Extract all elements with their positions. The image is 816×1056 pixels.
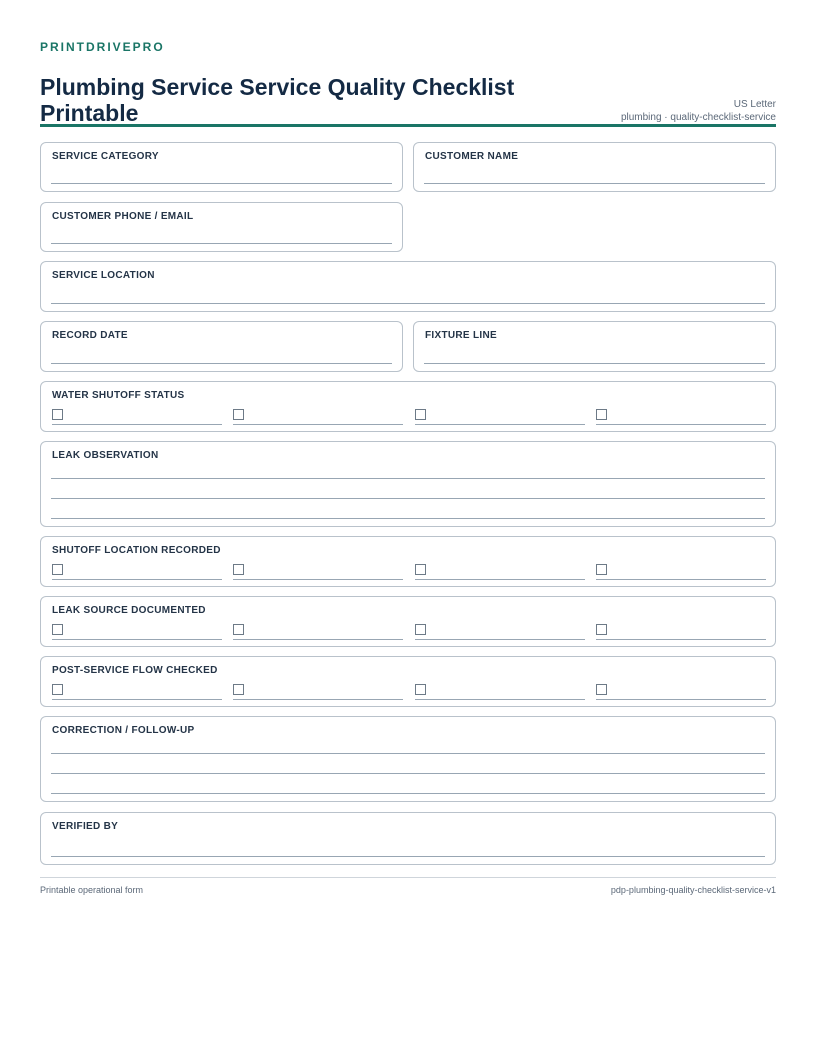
brand-name: PRINTDRIVEPRO <box>40 40 165 54</box>
checkbox[interactable] <box>415 624 426 635</box>
checkbox[interactable] <box>52 684 63 695</box>
correction-line-2[interactable] <box>51 773 765 774</box>
customer-contact-field <box>40 202 403 252</box>
checkbox[interactable] <box>596 409 607 420</box>
checkbox-option <box>596 684 766 700</box>
checkbox[interactable] <box>233 684 244 695</box>
shutoff-location-recorded-field <box>40 536 776 587</box>
record-date-field <box>40 321 403 372</box>
checkbox-option <box>233 684 403 700</box>
checkbox[interactable] <box>415 564 426 575</box>
checkbox[interactable] <box>596 624 607 635</box>
checkbox[interactable] <box>233 564 244 575</box>
field-label: CUSTOMER NAME <box>425 151 519 162</box>
field-label: LEAK OBSERVATION <box>52 450 159 461</box>
checkbox[interactable] <box>233 624 244 635</box>
checkbox[interactable] <box>596 564 607 575</box>
correction-follow-up-field <box>40 716 776 802</box>
category-path: plumbing · quality-checklist-service <box>620 112 776 123</box>
fixture-line-field <box>413 321 776 372</box>
footer-left-text: Printable operational form <box>40 885 144 895</box>
checkbox[interactable] <box>415 409 426 420</box>
service-category-field <box>40 142 403 192</box>
leak-observation-line-3[interactable] <box>51 518 765 519</box>
checkbox-option <box>233 624 403 640</box>
field-label: CUSTOMER PHONE / EMAIL <box>52 211 194 222</box>
field-label: SERVICE CATEGORY <box>52 151 159 162</box>
field-label: VERIFIED BY <box>52 821 119 832</box>
footer-form-id: pdp-plumbing-quality-checklist-service-v1 <box>610 885 776 895</box>
checkbox-option <box>415 409 585 425</box>
checkbox[interactable] <box>596 684 607 695</box>
form-page <box>40 40 776 127</box>
field-label: CORRECTION / FOLLOW-UP <box>52 725 195 736</box>
fixture-line-input[interactable] <box>424 363 765 364</box>
leak-observation-line-2[interactable] <box>51 498 765 499</box>
leak-observation-field <box>40 441 776 527</box>
checkbox-option <box>52 564 222 580</box>
checkbox-option <box>415 564 585 580</box>
field-label: LEAK SOURCE DOCUMENTED <box>52 605 206 616</box>
checkbox-option <box>52 684 222 700</box>
correction-line-1[interactable] <box>51 753 765 754</box>
water-shutoff-status-field <box>40 381 776 432</box>
checkbox[interactable] <box>52 624 63 635</box>
checkbox[interactable] <box>233 409 244 420</box>
service-category-input[interactable] <box>51 183 392 184</box>
checkbox-option <box>596 564 766 580</box>
leak-observation-line-1[interactable] <box>51 478 765 479</box>
field-label: RECORD DATE <box>52 330 128 341</box>
field-label: SERVICE LOCATION <box>52 270 155 281</box>
footer-divider <box>40 877 776 878</box>
post-service-flow-checked-field <box>40 656 776 707</box>
checkbox-option <box>233 564 403 580</box>
checkbox-option <box>415 684 585 700</box>
checkbox-option <box>415 624 585 640</box>
field-label: WATER SHUTOFF STATUS <box>52 390 185 401</box>
customer-name-input[interactable] <box>424 183 765 184</box>
correction-line-3[interactable] <box>51 793 765 794</box>
field-label: SHUTOFF LOCATION RECORDED <box>52 545 221 556</box>
service-location-input[interactable] <box>51 303 765 304</box>
verified-by-input[interactable] <box>51 856 765 857</box>
field-label: FIXTURE LINE <box>425 330 497 341</box>
customer-name-field <box>413 142 776 192</box>
verified-by-field <box>40 812 776 865</box>
customer-contact-input[interactable] <box>51 243 392 244</box>
field-label: POST-SERVICE FLOW CHECKED <box>52 665 218 676</box>
record-date-input[interactable] <box>51 363 392 364</box>
checkbox-option <box>596 624 766 640</box>
checkbox-option <box>233 409 403 425</box>
checkbox-option <box>596 409 766 425</box>
form-meta <box>621 98 776 124</box>
service-location-field <box>40 261 776 312</box>
checkbox[interactable] <box>415 684 426 695</box>
paper-size: US Letter <box>733 99 776 110</box>
checkbox-option <box>52 409 222 425</box>
page-title: Plumbing Service Service Quality Checklist Printable <box>40 74 515 126</box>
form-header <box>40 54 776 127</box>
checkbox[interactable] <box>52 409 63 420</box>
checkbox-option <box>52 624 222 640</box>
leak-source-documented-field <box>40 596 776 647</box>
checkbox[interactable] <box>52 564 63 575</box>
